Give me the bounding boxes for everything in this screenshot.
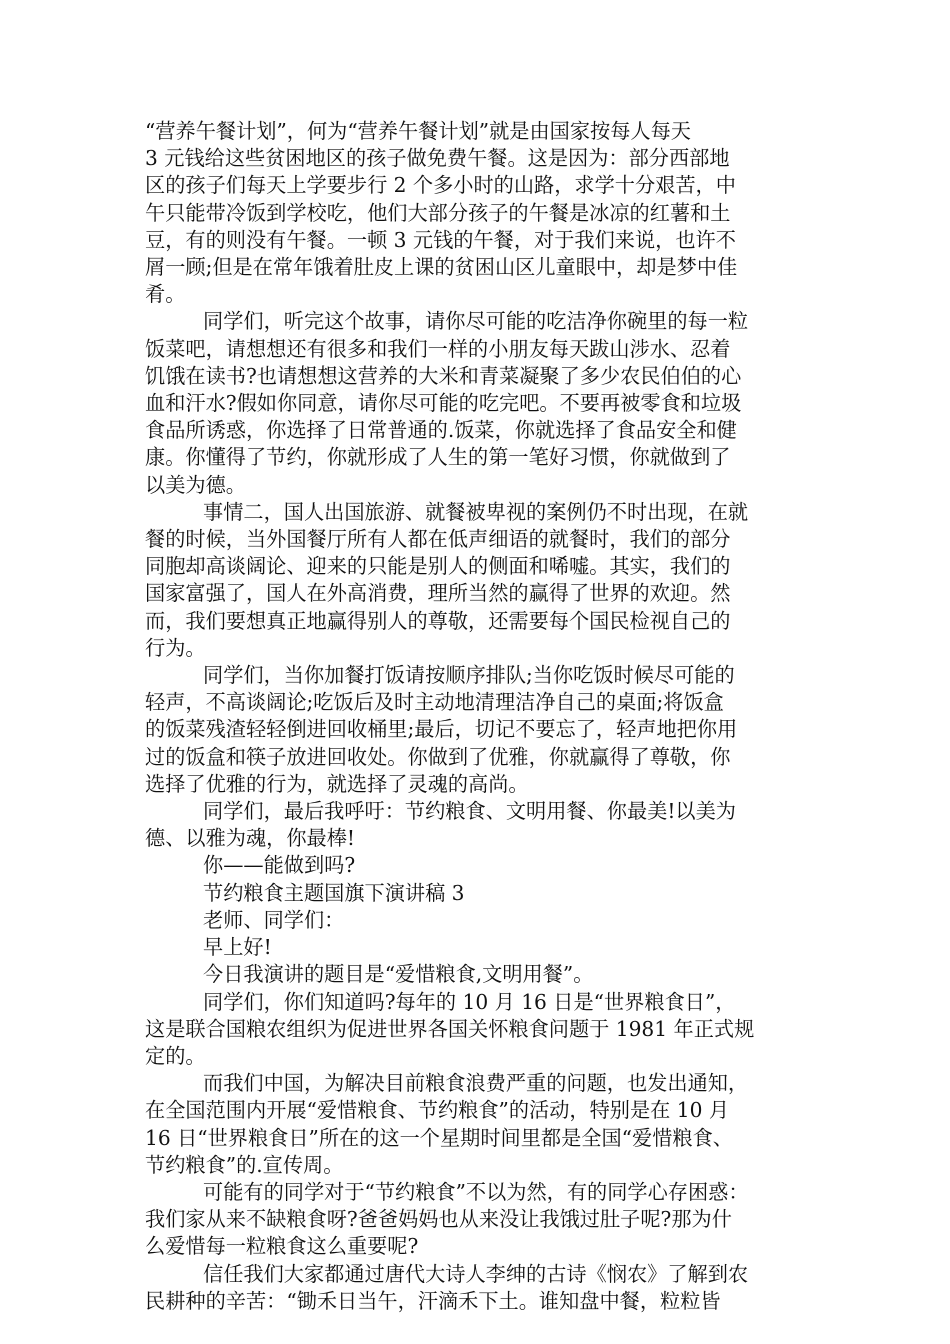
text-line: 早上好! [203,935,272,960]
text-line: 血和汗水?假如你同意，请你尽可能的吃完吧。不要再被零食和垃圾 [145,391,742,416]
text-line: 饭菜吧，请想想还有很多和我们一样的小朋友每天跋山涉水、忍着 [145,336,731,361]
text-line: 这是联合国粮农组织为促进世界各国关怀粮食问题于 1981 年正式规 [145,1016,755,1041]
document-page [145,118,810,1315]
text-line: 区的孩子们每天上学要步行 2 个多小时的山路，求学十分艰苦，中 [145,173,736,198]
text-line: 民耕种的辛苦：“锄禾日当午，汗滴禾下土。谁知盘中餐，粒粒皆 [145,1288,721,1313]
text-line: 选择了优雅的行为，就选择了灵魂的高尚。 [145,771,529,796]
text-line: 信任我们大家都通过唐代大诗人李绅的古诗《悯农》了解到农 [203,1261,749,1286]
text-line: 德、以雅为魂，你最棒! [145,826,355,851]
text-line: 同胞却高谈阔论、迎来的只能是别人的侧面和唏嘘。其实，我们的 [145,554,731,579]
text-line: 同学们，当你加餐打饭请按顺序排队;当你吃饭时候尽可能的 [203,663,735,688]
text-line: 餐的时候，当外国餐厅所有人都在低声细语的就餐时，我们的部分 [145,527,731,552]
text-line: 行为。 [145,635,206,660]
text-line: 定的。 [145,1043,206,1068]
text-line: 饥饿在读书?也请想想这营养的大米和青菜凝聚了多少农民伯伯的心 [145,363,742,388]
section-title: 节约粮食主题国旗下演讲稿 3 [203,880,465,905]
text-line: 你——能做到吗? [203,853,356,878]
text-line: 节约粮食”的.宣传周。 [145,1152,344,1177]
text-line: 事情二，国人出国旅游、就餐被卑视的案例仍不时出现，在就 [203,499,749,524]
text-line: 康。你懂得了节约，你就形成了人生的第一笔好习惯，你就做到了 [145,445,731,470]
text-line: 同学们，你们知道吗?每年的 10 月 16 日是“世界粮食日”， [203,989,736,1014]
text-line: 而，我们要想真正地赢得别人的尊敬，还需要每个国民检视自己的 [145,608,731,633]
text-line: 在全国范围内开展“爱惜粮食、节约粮食”的活动，特别是在 10 月 [145,1098,730,1123]
text-line: 食品所诱惑，你选择了日常普通的.饭菜，你就选择了食品安全和健 [145,418,737,443]
text-line: 同学们，最后我呼吁：节约粮食、文明用餐、你最美!以美为 [203,799,736,824]
text-line: 我们家从来不缺粮食呀?爸爸妈妈也从来没让我饿过肚子呢?那为什 [145,1207,732,1232]
text-line: 豆，有的则没有午餐。一顿 3 元钱的午餐，对于我们来说，也许不 [145,227,736,252]
text-line: 的饭菜残渣轻轻倒进回收桶里;最后，切记不要忘了，轻声地把你用 [145,717,738,742]
text-line: 轻声，不高谈阔论;吃饭后及时主动地清理洁净自己的桌面;将饭盒 [145,690,724,715]
text-line: 同学们，听完这个故事，请你尽可能的吃洁净你碗里的每一粒 [203,309,749,334]
text-line: 老师、同学们： [203,907,345,932]
text-line: 么爱惜每一粒粮食这么重要呢? [145,1234,419,1259]
text-line: 16 日“世界粮食日”所在的这一个星期时间里都是全国“爱惜粮食、 [145,1125,733,1150]
text-line: 今日我演讲的题目是“爱惜粮食,文明用餐”。 [203,962,594,987]
text-line: 可能有的同学对于“节约粮食”不以为然，有的同学心存困惑： [203,1179,749,1204]
text-line: 以美为德。 [145,472,246,497]
text-line: 而我们中国，为解决目前粮食浪费严重的问题，也发出通知， [203,1071,749,1096]
text-line: “营养午餐计划”，何为“营养午餐计划”就是由国家按每人每天 [145,119,691,143]
text-line: 过的饭盒和筷子放进回收处。你做到了优雅，你就赢得了尊敬，你 [145,744,731,769]
text-line: 国家富强了，国人在外高消费，理所当然的赢得了世界的欢迎。然 [145,581,731,606]
text-line: 屑一顾;但是在常年饿着肚皮上课的贫困山区儿童眼中，却是梦中佳 [145,255,738,280]
text-line: 3 元钱给这些贫困地区的孩子做免费午餐。这是因为：部分西部地 [145,146,730,171]
text-line: 午只能带冷饭到学校吃，他们大部分孩子的午餐是冰凉的红薯和土 [145,200,731,225]
text-line: 肴。 [145,282,186,307]
